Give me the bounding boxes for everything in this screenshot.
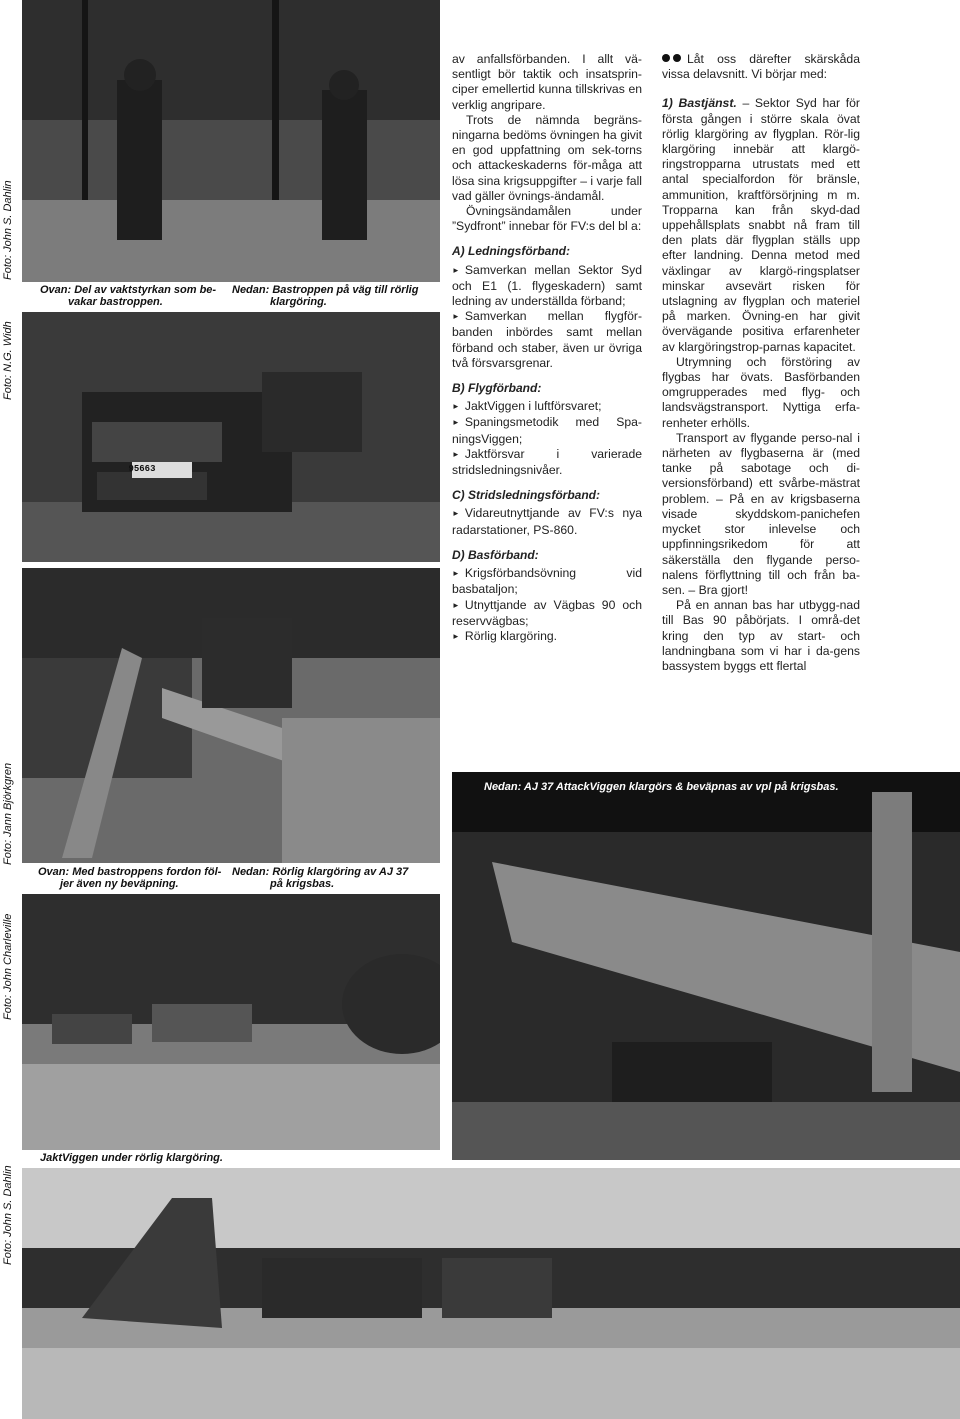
caption-arming [38,866,238,890]
photo-attackviggen-image [452,772,960,1160]
col2-para1-text: – Sektor Syd har för första gången i större skala övat rörlig klargöring av flygplan. Rör-lig klargöring innebär att klargö-ringstropparna utrustats med ett antal specialfordon för bränsle, ammunition, kraftförsörjning m m. Tropparna kan från skyd-dad uppehållsplats snabbt nå fram till den plats där flygplan ställs upp efter landning. Denna metod med växlingar av klargö-ringsplatser minskar avsevärt risken för utslagning av flygplan och materiel på marken. Övning-en har givit övervägande positiva erfarenheter av klargöringstrop-parnas kapacitet. [662,96,860,354]
col1-para3: Övningsändamålen under ”Sydfront” innebar för FV:s del bl a: [452,204,642,234]
caption-guards-line2: vakar bastroppen. [68,296,163,308]
photo-jaktviggen-image [22,1168,960,1419]
photo-aj37-base [22,894,440,1150]
caption-jaktviggen: JaktViggen under rörlig klargöring. [40,1152,223,1164]
col1-para1: av anfallsförbanden. I allt vä-sentligt bör taktik och insatsprin-ciper emellertid kunna tillskrivas en verklig angripare. [452,52,642,112]
col1-item-b2: ▲ Spaningsmetodik med Spa-ningsViggen; [452,415,642,446]
photo-arming [22,568,440,863]
caption-truck-line2: klargöring. [270,296,327,308]
col1-item-b1: ▲ JaktViggen i luftförsvaret; [452,399,642,415]
col1-heading-b: B) Flygförband: [452,381,542,396]
photo-truck [22,312,440,562]
col2-para3: Transport av flygande perso-nal i närheten av flygbaserna är (med tanke på sabotage och di-versionsförband) ett svårbe-mästrat problem. – På en av krigsbaserna visade skyddskom-panichefen mycket stor inlevelse och uppfinningsrikedom för att säkerställa den flygande perso-nalens förflyttning till och från ba-sen. – Bra gjort! [662,430,860,597]
photo-guards-image [22,0,440,282]
col1-item-a1: ▲ Samverkan mellan Sektor Syd och E1 (1. flygeskadern) samt ledning av underställda förband; [452,263,642,310]
photo-credit-3: Foto: Jann Björkgren [2,762,14,865]
col2-para2: Utrymning och förstöring av flygbas har övats. Basförbanden omgrupperades med flyg- och landsvägstransport. Nyttiga erfa-renheter erhölls. [662,354,860,430]
caption-aj37-line1: Nedan: Rörlig klargöring av AJ 37 [232,866,409,878]
col1-item-c1: ▲ Vidareutnyttjande av FV:s nya radarstationer, PS-860. [452,506,642,537]
col1-heading-c: C) Stridsledningsförband: [452,488,600,503]
photo-credit-1: Foto: John S. Dahlin [2,180,14,280]
col1-item-b3: ▲ Jaktförsvar i varierade stridsledningsnivåer. [452,447,642,478]
col2-para4: På en annan bas har utbygg-nad till Bas 90 påbörjats. I områ-det kring den typ av start- och landningbana som vi har i da-gens bassystem byggs ett flertal [662,598,860,673]
col1-heading-d: D) Basförband: [452,547,539,562]
caption-guards-line1: Ovan: Del av vaktstyrkan som be- [40,284,217,296]
bullet-dot-icon [662,54,670,62]
caption-aj37 [232,866,442,890]
col2-para1 [662,96,860,354]
photo-arming-image [22,568,440,863]
photo-credit-5: Foto: John S. Dahlin [2,1165,14,1265]
text-column-1 [452,52,642,645]
caption-arming-line1: Ovan: Med bastroppens fordon föl- [38,866,222,878]
photo-attackviggen [452,772,960,1160]
col1-item-d1: ▲ Krigsförbandsövning vid basbataljon; [452,566,642,597]
caption-arming-line2: jer även ny beväpning. [60,878,179,890]
col2-lead-bastjanst: 1) Bastjänst. [662,96,737,111]
photo-credit-4: Foto: John Charleville [2,913,14,1020]
caption-truck-line1: Nedan: Bastroppen på väg till rörlig [232,284,419,296]
col2-intro-text: Låt oss därefter skärskåda vissa delavsnitt. Vi börjar med: [662,52,860,82]
caption-truck [232,284,442,308]
caption-guards [40,284,240,308]
caption-aj37-line2: på krigsbas. [270,878,335,890]
col2-intro [662,52,860,82]
col1-heading-a: A) Ledningsförband: [452,244,570,259]
photo-credit-2: Foto: N.G. Widh [2,321,14,400]
photo-truck-image [22,312,440,562]
license-plate: 95663 [128,464,156,474]
col1-item-d3: ▲ Rörlig klargöring. [452,629,642,645]
col1-para2: Trots de nämnda begräns-ningarna bedöms övningen ha givit en god uppfattning om sek-torns och attackeskaderns för-måga att lösa sina krigsuppgifter – i varje fall vad gäller övnings-ändamål. [452,112,642,203]
photo-jaktviggen [22,1168,960,1419]
photo-aj37-base-image [22,894,440,1150]
caption-attackviggen: Nedan: AJ 37 AttackViggen klargörs & beväpnas av vpl på krigsbas. [484,781,839,793]
text-column-2 [662,52,860,674]
col1-item-a2: ▲ Samverkan mellan flygför-banden inbördes samt mellan förband och staber, även ur övriga två försvarsgrenar. [452,309,642,371]
col1-item-d2: ▲ Utnyttjande av Vägbas 90 och reservvägbas; [452,598,642,629]
bullet-dot-icon [673,54,681,62]
photo-guards [22,0,440,282]
